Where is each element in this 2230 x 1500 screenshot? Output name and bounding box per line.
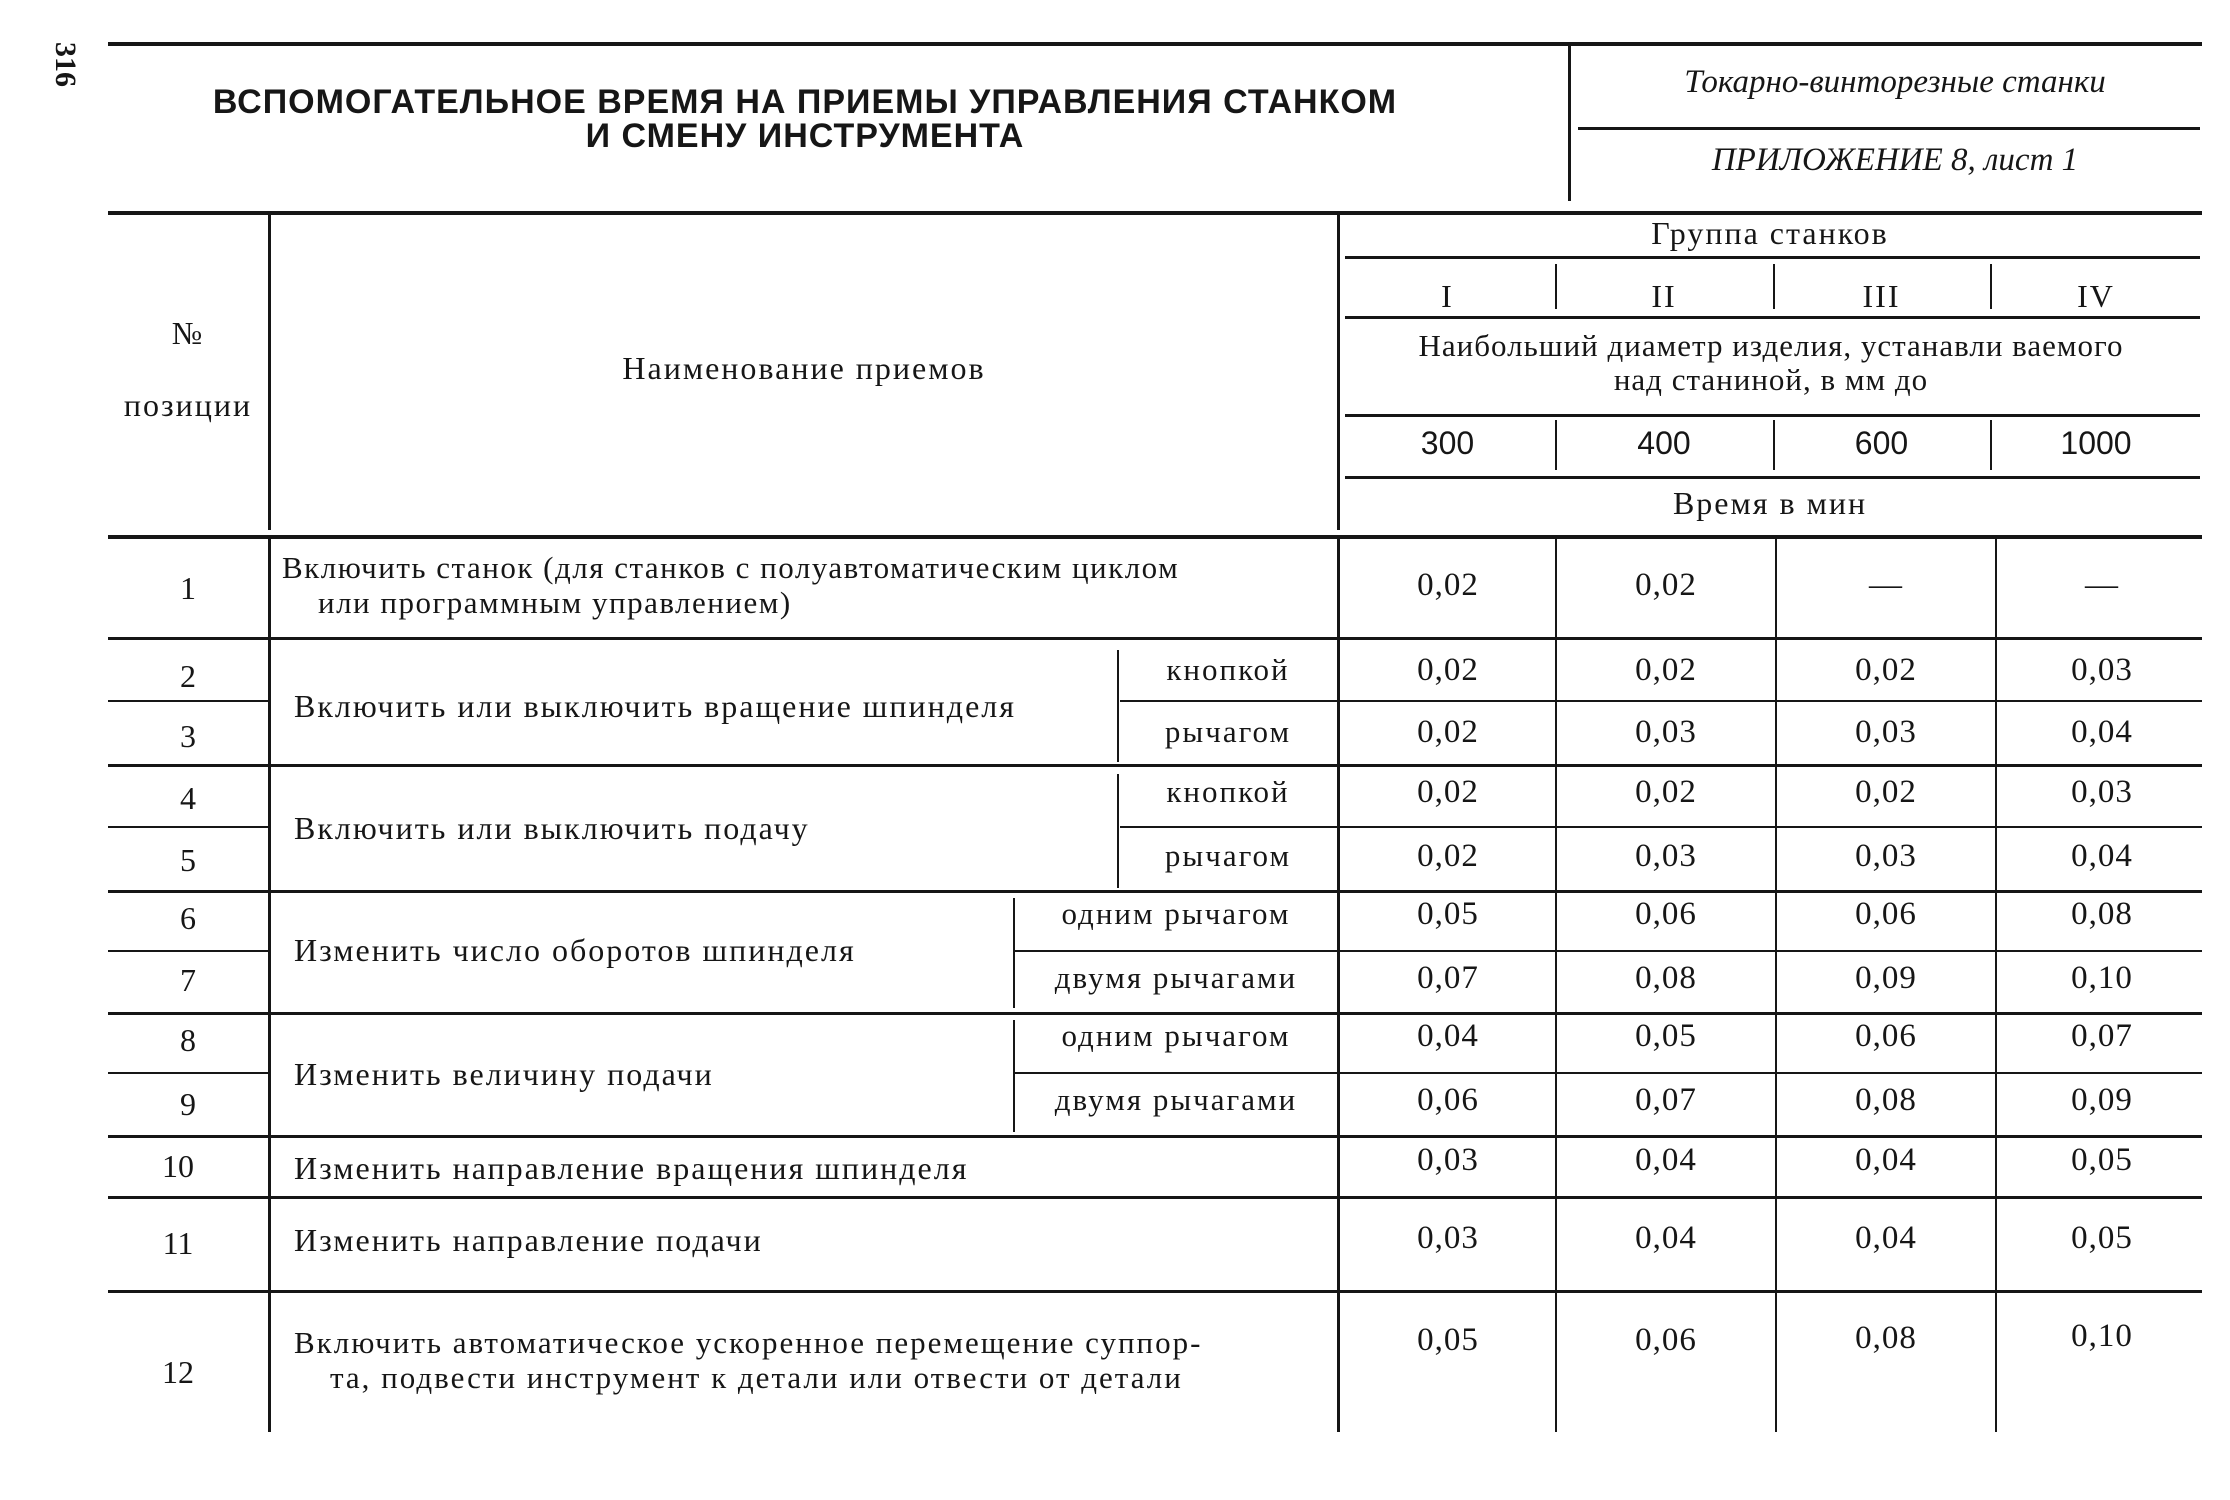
title-line-2: И СМЕНУ ИНСТРУМЕНТА <box>585 117 1025 155</box>
pos-header-line-1: № <box>171 315 205 351</box>
rule-after-1 <box>108 637 2202 640</box>
row-1-v2: 0,02 <box>1635 567 1697 603</box>
diameter-300: 300 <box>1420 425 1475 461</box>
row-8-sub: одним рычагом <box>1061 1018 1291 1053</box>
row-5-v3: 0,03 <box>1855 838 1917 874</box>
row-12-v1: 0,05 <box>1417 1322 1479 1358</box>
row-7-v3: 0,09 <box>1855 960 1917 996</box>
diameter-400: 400 <box>1637 425 1691 461</box>
row-5-sub: рычагом <box>1164 838 1292 873</box>
row-5-num: 5 <box>180 842 196 878</box>
row-3-v1: 0,02 <box>1417 714 1479 750</box>
rule-after-2b <box>1120 700 2202 702</box>
row-11-name: Изменить направление подачи <box>294 1222 763 1258</box>
pos-header-line-2: позиции <box>123 387 253 423</box>
body-col-III <box>1775 539 1777 1432</box>
row-12-v4: 0,10 <box>2071 1318 2133 1354</box>
row-2-num: 2 <box>180 658 196 694</box>
row-9-v3: 0,08 <box>1855 1082 1917 1118</box>
row-7-v1: 0,07 <box>1417 960 1479 996</box>
row-7-v4: 0,10 <box>2071 960 2133 996</box>
rule-after-3 <box>108 764 2202 767</box>
row-6-v2: 0,06 <box>1635 896 1697 932</box>
row-8-v2: 0,05 <box>1635 1018 1697 1054</box>
rule-after-2 <box>108 700 268 702</box>
row-7-v2: 0,08 <box>1635 960 1697 996</box>
row-12-v3: 0,08 <box>1855 1320 1917 1356</box>
row-8-v1: 0,04 <box>1417 1018 1479 1054</box>
group-sep-2 <box>1773 264 1775 309</box>
row-8-num: 8 <box>180 1022 196 1058</box>
body-top-rule <box>108 535 2202 539</box>
group-rule <box>1345 256 2200 259</box>
row-10-v1: 0,03 <box>1417 1142 1479 1178</box>
groups-rule <box>1345 316 2200 319</box>
row-11-num: 11 <box>162 1225 194 1261</box>
row-3-v3: 0,03 <box>1855 714 1917 750</box>
row-10-v3: 0,04 <box>1855 1142 1917 1178</box>
row-10-num: 10 <box>162 1148 194 1184</box>
group-2-name: Включить или выключить подачу <box>294 810 810 846</box>
row-12-num: 12 <box>162 1354 194 1390</box>
group-3-name: Изменить число оборотов шпинделя <box>294 932 856 968</box>
group-I: I <box>1441 278 1454 314</box>
row-5-v4: 0,04 <box>2071 838 2133 874</box>
body-col-num <box>268 539 271 1432</box>
row-11-v4: 0,05 <box>2071 1220 2133 1256</box>
name-header: Наименование приемов <box>622 350 986 386</box>
row-6-sub: одним рычагом <box>1061 896 1291 931</box>
row-5-v2: 0,03 <box>1635 838 1697 874</box>
diam-sep-1 <box>1555 420 1557 470</box>
row-4-v3: 0,02 <box>1855 774 1917 810</box>
rule-after-8 <box>108 1072 268 1074</box>
group-III: III <box>1862 278 1901 314</box>
machine-category: Токарно-винторезные станки <box>1684 64 2106 100</box>
row-6-num: 6 <box>180 900 196 936</box>
group-sep-3 <box>1990 264 1992 309</box>
rule-after-6 <box>108 950 268 952</box>
header-divider <box>1568 46 1571 201</box>
row-1-name-line-1: Включить станок (для станков с полуавтоматическим циклом <box>282 550 1180 585</box>
rule-after-5 <box>108 890 2202 893</box>
row-11-v2: 0,04 <box>1635 1220 1697 1256</box>
rule-after-10 <box>108 1196 2202 1199</box>
row-5-v1: 0,02 <box>1417 838 1479 874</box>
rule-after-11 <box>108 1290 2202 1293</box>
diameter-rule <box>1345 414 2200 417</box>
row-12-name-line-2: та, подвести инструмент к детали или отвести от детали <box>330 1360 1183 1395</box>
rule-after-7 <box>108 1012 2202 1015</box>
title-line-1: ВСПОМОГАТЕЛЬНОЕ ВРЕМЯ НА ПРИЕМЫ УПРАВЛЕНИЯ СТАНКОМ <box>212 83 1398 121</box>
row-2-v2: 0,02 <box>1635 652 1697 688</box>
diameter-header-line-2: над станиной, в мм до <box>1613 362 1929 397</box>
row-9-num: 9 <box>180 1086 196 1122</box>
row-8-v4: 0,07 <box>2071 1018 2133 1054</box>
body-col-IV <box>1995 539 1997 1432</box>
diam-sep-2 <box>1773 420 1775 470</box>
row-3-sub: рычагом <box>1164 714 1292 749</box>
row-1-num: 1 <box>180 570 196 606</box>
diam-sep-3 <box>1990 420 1992 470</box>
row-7-sub: двумя рычагами <box>1054 960 1298 995</box>
rule-after-8b <box>1015 1072 2202 1074</box>
row-7-num: 7 <box>180 962 196 998</box>
row-4-v2: 0,02 <box>1635 774 1697 810</box>
row-2-v4: 0,03 <box>2071 652 2133 688</box>
row-1-v1: 0,02 <box>1417 567 1479 603</box>
row-4-num: 4 <box>180 780 196 816</box>
row-9-v4: 0,09 <box>2071 1082 2133 1118</box>
row-4-sub: кнопкой <box>1166 774 1290 809</box>
row-10-name: Изменить направление вращения шпинделя <box>294 1150 969 1186</box>
group-IV: IV <box>2077 278 2115 314</box>
top-rule <box>108 42 2202 46</box>
row-1-v3: — <box>1869 567 1903 603</box>
page-title <box>110 85 1500 153</box>
row-3-v2: 0,03 <box>1635 714 1697 750</box>
body-col-II <box>1555 539 1557 1432</box>
rule-after-4b <box>1120 826 2202 828</box>
row-12-v2: 0,06 <box>1635 1322 1697 1358</box>
rule-after-6b <box>1015 950 2202 952</box>
rule-after-9 <box>108 1135 2202 1138</box>
group-1-name: Включить или выключить вращение шпинделя <box>294 688 1016 724</box>
row-6-v4: 0,08 <box>2071 896 2133 932</box>
row-10-v4: 0,05 <box>2071 1142 2133 1178</box>
row-3-v4: 0,04 <box>2071 714 2133 750</box>
row-1-name-line-2: или программным управлением) <box>318 585 792 620</box>
group-sep-1 <box>1555 264 1557 309</box>
group-header: Группа станков <box>1651 215 1889 251</box>
row-6-v1: 0,05 <box>1417 896 1479 932</box>
page-number: 316 <box>49 42 82 87</box>
appendix-label: ПРИЛОЖЕНИЕ 8, лист 1 <box>1711 142 2079 178</box>
diameter-header-line-1: Наибольший диаметр изделия, устанавли ваемого <box>1418 328 2124 363</box>
diameter-600: 600 <box>1854 425 1909 461</box>
diameter-1000: 1000 <box>2060 425 2132 461</box>
row-9-sub: двумя рычагами <box>1054 1082 1298 1117</box>
row-8-v3: 0,06 <box>1855 1018 1917 1054</box>
row-11-v3: 0,04 <box>1855 1220 1917 1256</box>
row-6-v3: 0,06 <box>1855 896 1917 932</box>
group-II: II <box>1651 278 1677 314</box>
row-12-name-line-1: Включить автоматическое ускоренное перемещение суппор- <box>294 1325 1203 1360</box>
group-4-name: Изменить величину подачи <box>294 1056 714 1092</box>
corner-divider <box>1578 127 2200 130</box>
row-4-v1: 0,02 <box>1417 774 1479 810</box>
row-2-v3: 0,02 <box>1855 652 1917 688</box>
row-4-v4: 0,03 <box>2071 774 2133 810</box>
row-2-v1: 0,02 <box>1417 652 1479 688</box>
row-10-v2: 0,04 <box>1635 1142 1697 1178</box>
row-11-v1: 0,03 <box>1417 1220 1479 1256</box>
time-unit-header: Время в мин <box>1672 485 1868 521</box>
body-col-values <box>1337 539 1340 1432</box>
row-3-num: 3 <box>180 718 196 754</box>
row-2-sub: кнопкой <box>1166 652 1290 687</box>
row-9-v2: 0,07 <box>1635 1082 1697 1118</box>
row-9-v1: 0,06 <box>1417 1082 1479 1118</box>
rule-after-4 <box>108 826 268 828</box>
diameters-rule <box>1345 476 2200 479</box>
row-1-v4: — <box>2085 567 2119 603</box>
